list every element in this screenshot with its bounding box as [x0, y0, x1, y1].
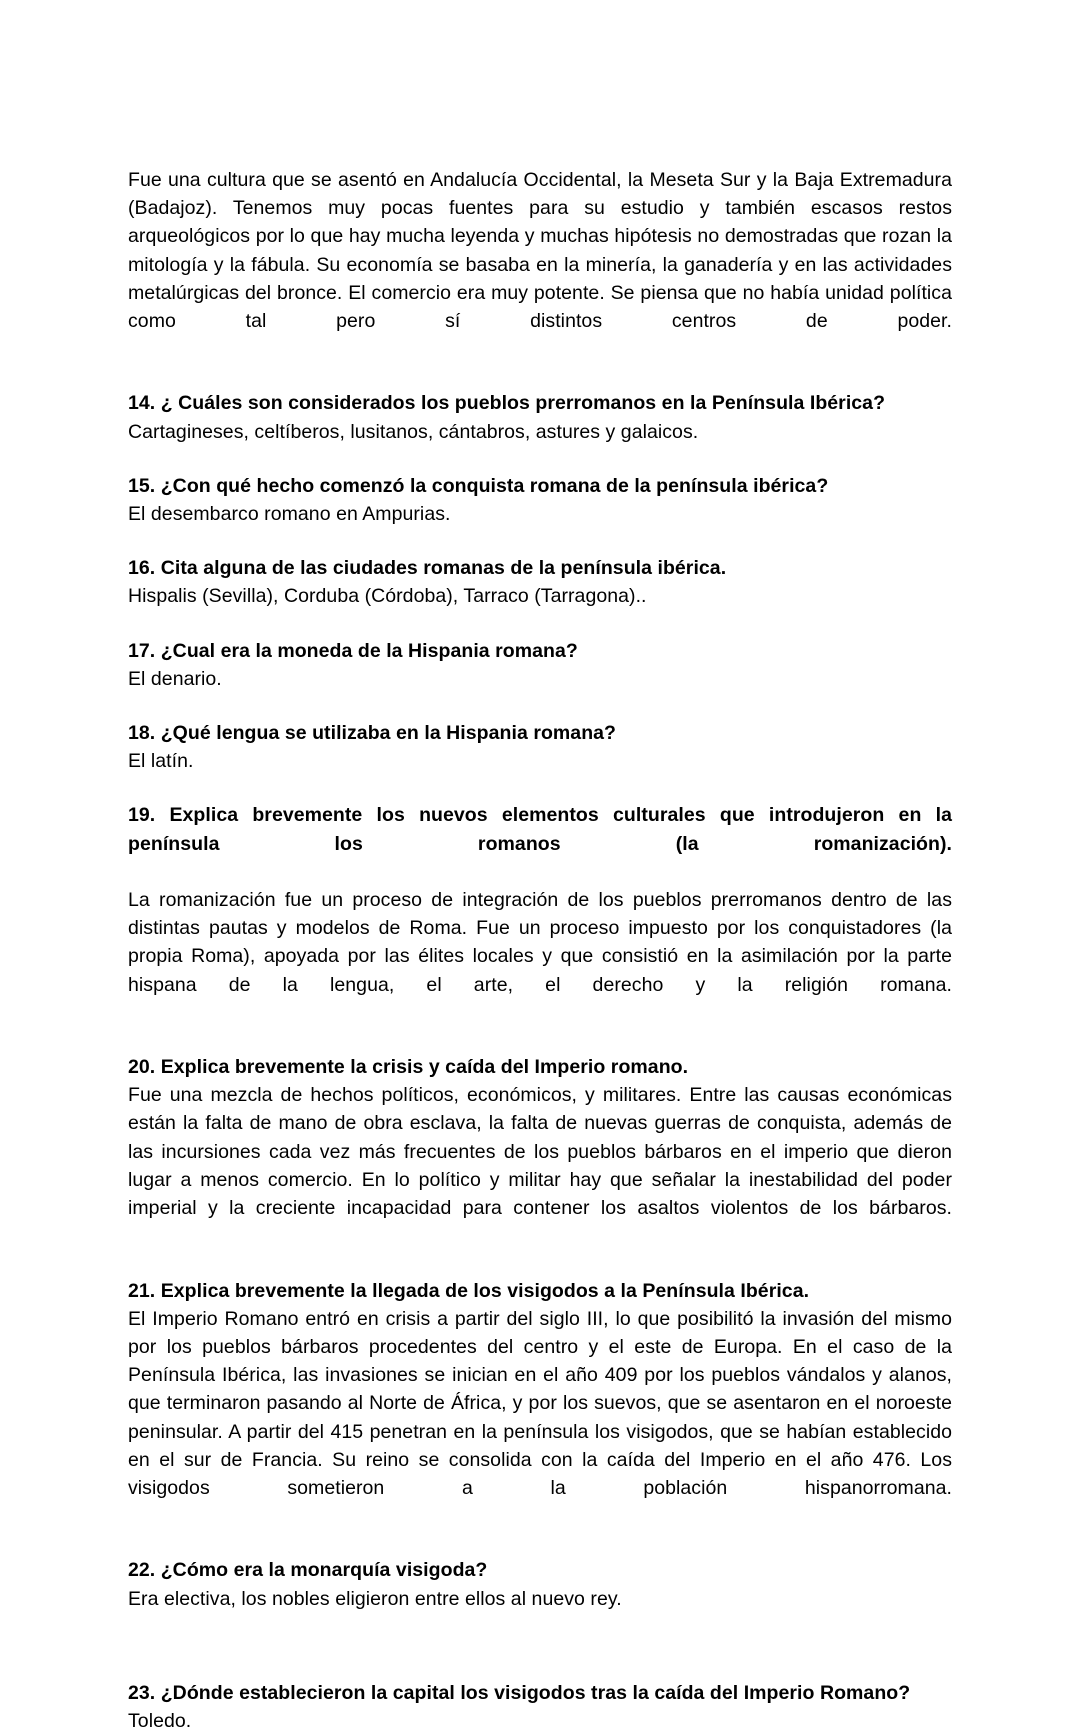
question-heading: 21. Explica brevemente la llegada de los visigodos a la Península Ibérica. [128, 1279, 810, 1302]
qa-item-22 [128, 1556, 952, 1612]
qa-item-15 [128, 472, 952, 528]
answer-text: El denario. [128, 667, 222, 690]
qa-item-21 [128, 1277, 952, 1531]
answer-text: El Imperio Romano entró en crisis a partir del siglo III, lo que posibilitó la invasión del mismo por los pueblos bárbaros procedentes del centro y el este de Europa. En el caso de la Península Ibérica, las invasiones se inician en el año 409 por los pueblos vándalos y alanos, que terminaron pasando al Norte de África, y por los suevos, que se asentaron en el noroeste peninsular. A partir del 415 penetran en la península los visigodos, que se habían establecido en el sur de Francia. Su reino se consolida con la caída del Imperio en el año 476. Los visigodos sometieron a la población hispanorromana. [128, 1307, 952, 1499]
answer-text: Era electiva, los nobles eligieron entre ellos al nuevo rey. [128, 1587, 622, 1610]
question-heading: 17. ¿Cual era la moneda de la Hispania romana? [128, 639, 578, 662]
qa-item-14 [128, 389, 952, 445]
answer-text: El latín. [128, 750, 194, 773]
question-heading: 18. ¿Qué lengua se utilizaba en la Hispania romana? [128, 722, 617, 745]
answer-text: Cartagineses, celtíberos, lusitanos, cántabros, astures y galaicos. [128, 420, 699, 443]
question-heading: 14. ¿ Cuáles son considerados los pueblos prerromanos en la Península Ibérica? [128, 392, 886, 415]
answer-text: Hispalis (Sevilla), Corduba (Córdoba), Tarraco (Tarragona).. [128, 585, 647, 608]
intro-paragraph: Fue una cultura que se asentó en Andalucía Occidental, la Meseta Sur y la Baja Extremadura (Badajoz). Tenemos muy pocas fuentes para su estudio y también escasos restos arqueológicos por lo que hay mucha leyenda y muchas hipótesis no demostradas que rozan la mitología y la fábula. Su economía se basaba en la minería, la ganadería y en las actividades metalúrgicas del bronce. El comercio era muy potente. Se piensa que no había unidad política como tal pero sí distintos centros de poder. [128, 169, 952, 333]
qa-item-19 [128, 801, 952, 1027]
question-heading: 23. ¿Dónde establecieron la capital los visigodos tras la caída del Imperio Romano? [128, 1681, 911, 1704]
qa-item-20 [128, 1053, 952, 1250]
answer-text: El desembarco romano en Ampurias. [128, 503, 451, 526]
answer-text: Fue una mezcla de hechos políticos, económicos, y militares. Entre las causas económicas están la falta de mano de obra esclava, la falta de nuevas guerras de conquista, además de las incursiones cada vez más frecuentes de los pueblos bárbaros en el imperio que dieron lugar a menos comercio. En lo político y militar hay que señalar la inestabilidad del poder imperial y la creciente incapacidad para contener los asaltos violentos de los bárbaros. [128, 1084, 952, 1220]
question-heading: 20. Explica brevemente la crisis y caída del Imperio romano. [128, 1056, 689, 1079]
qa-item-16 [128, 554, 952, 610]
qa-item-18 [128, 719, 952, 775]
document-body [128, 166, 952, 1735]
qa-item-17 [128, 637, 952, 693]
answer-text: La romanización fue un proceso de integración de los pueblos prerromanos dentro de las distintas pautas y modelos de Roma. Fue un proceso impuesto por los conquistadores (la propia Roma), apoyada por las élites locales y que consistió en la asimilación por la parte hispana de la lengua, el arte, el derecho y la religión romana. [128, 889, 952, 996]
question-heading: 16. Cita alguna de las ciudades romanas de la península ibérica. [128, 557, 727, 580]
qa-item-23 [128, 1679, 952, 1735]
question-heading: 19. Explica brevemente los nuevos elementos culturales que introdujeron en la península los romanos (la romanización). [128, 804, 952, 855]
answer-text: Toledo. [128, 1709, 192, 1732]
question-heading: 15. ¿Con qué hecho comenzó la conquista romana de la península ibérica? [128, 474, 829, 497]
question-heading: 22. ¿Cómo era la monarquía visigoda? [128, 1559, 488, 1582]
